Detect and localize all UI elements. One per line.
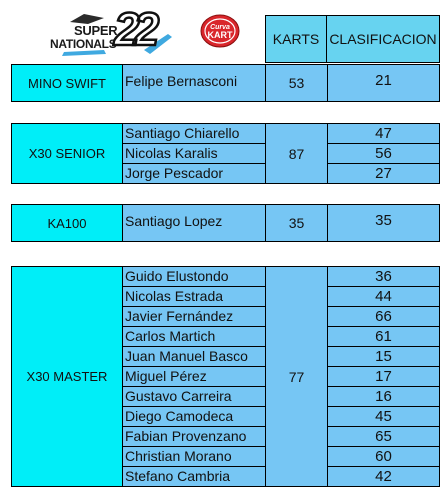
driver-position: 15 bbox=[328, 347, 439, 367]
driver-names bbox=[123, 124, 266, 183]
driver-name: Guido Elustondo bbox=[123, 267, 265, 287]
driver-name: Miguel Pérez bbox=[123, 367, 265, 387]
driver-name: Juan Manuel Basco bbox=[123, 347, 265, 367]
driver-name: Jorge Pescador bbox=[125, 165, 224, 181]
curva-kart-logo bbox=[200, 14, 240, 48]
driver-names bbox=[123, 205, 266, 241]
driver-position: 44 bbox=[328, 287, 439, 307]
driver-name: Diego Camodeca bbox=[123, 407, 265, 427]
driver-position: 56 bbox=[328, 144, 439, 164]
svg-text:KART: KART bbox=[207, 30, 233, 40]
karts-count: 77 bbox=[266, 267, 328, 486]
header-clasificacion: CLASIFICACION bbox=[327, 15, 440, 63]
positions bbox=[328, 124, 439, 183]
super-nationals-logo bbox=[44, 4, 178, 58]
driver-position: 17 bbox=[328, 367, 439, 387]
driver-name: Stefano Cambria bbox=[125, 468, 231, 484]
curva-kart-badge-icon bbox=[200, 14, 240, 48]
driver-position: 42 bbox=[375, 468, 392, 485]
header-karts: KARTS bbox=[265, 15, 327, 63]
logo-super-text: SUPER bbox=[74, 23, 118, 38]
driver-position: 45 bbox=[328, 407, 439, 427]
positions bbox=[328, 205, 439, 241]
driver-name: Nicolas Karalis bbox=[123, 144, 265, 164]
karts-count: 53 bbox=[266, 65, 328, 101]
driver-position: 35 bbox=[375, 212, 392, 229]
driver-name: Carlos Martich bbox=[123, 327, 265, 347]
driver-position: 61 bbox=[328, 327, 439, 347]
driver-name: Javier Fernández bbox=[123, 307, 265, 327]
driver-name: Fabian Provenzano bbox=[123, 427, 265, 447]
category-group-ka100 bbox=[11, 204, 440, 242]
driver-position: 65 bbox=[328, 427, 439, 447]
karts-count: 35 bbox=[266, 205, 328, 241]
category-group-mino-swift bbox=[11, 64, 440, 102]
category-label: X30 MASTER bbox=[12, 267, 123, 486]
driver-name: Felipe Bernasconi bbox=[125, 73, 238, 89]
driver-name: Christian Morano bbox=[123, 447, 265, 467]
logo-nationals-text: NATIONALS bbox=[50, 37, 117, 51]
category-label: X30 SENIOR bbox=[12, 124, 123, 183]
category-group-x30-senior bbox=[11, 123, 440, 184]
driver-name: Gustavo Carreira bbox=[123, 387, 265, 407]
driver-names bbox=[123, 65, 266, 101]
driver-position: 27 bbox=[375, 165, 392, 182]
category-label: KA100 bbox=[12, 205, 123, 241]
driver-names bbox=[123, 267, 266, 486]
logo-number-text: 22 bbox=[114, 3, 154, 55]
driver-position: 16 bbox=[328, 387, 439, 407]
driver-position: 47 bbox=[328, 124, 439, 144]
positions bbox=[328, 65, 439, 101]
driver-position: 60 bbox=[328, 447, 439, 467]
category-label: MINO SWIFT bbox=[12, 65, 123, 101]
driver-position: 36 bbox=[328, 267, 439, 287]
karts-count: 87 bbox=[266, 124, 328, 183]
category-group-x30-master bbox=[11, 266, 440, 487]
driver-position: 21 bbox=[375, 72, 392, 89]
driver-name: Santiago Lopez bbox=[125, 213, 223, 229]
svg-text:Curva: Curva bbox=[210, 24, 230, 31]
driver-position: 66 bbox=[328, 307, 439, 327]
driver-name: Nicolas Estrada bbox=[123, 287, 265, 307]
positions bbox=[328, 267, 439, 486]
driver-name: Santiago Chiarello bbox=[123, 124, 265, 144]
